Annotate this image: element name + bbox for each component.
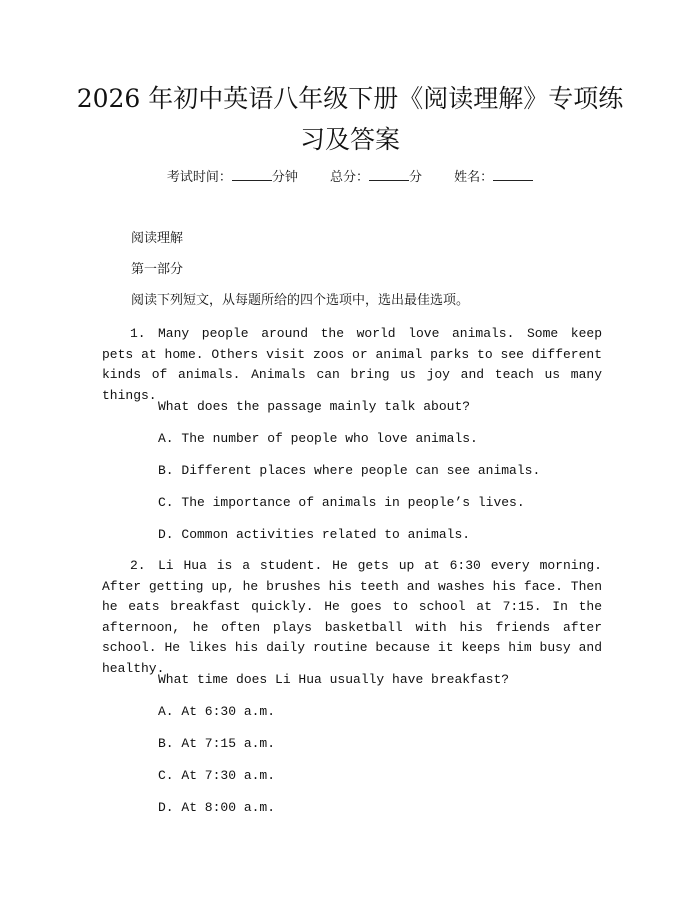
exam-score xyxy=(330,170,426,185)
question-2-number: 2. xyxy=(130,558,146,573)
question-1-option-c: C. The importance of animals in people’s lives. xyxy=(158,495,525,510)
question-1-option-b: B. Different places where people can see animals. xyxy=(158,463,541,478)
instructions: 阅读下列短文，从每题所给的四个选项中，选出最佳选项。 xyxy=(131,293,470,308)
question-2-option-b: B. At 7:15 a.m. xyxy=(158,736,276,751)
part-heading: 第一部分 xyxy=(131,262,184,277)
exam-time-blank xyxy=(232,168,272,181)
exam-name-blank xyxy=(493,168,533,181)
exam-time-unit: 分钟 xyxy=(271,170,298,185)
question-1-prompt: What does the passage mainly talk about? xyxy=(158,399,471,414)
exam-score-label: 总分： xyxy=(329,170,369,185)
exam-time-label: 考试时间： xyxy=(166,170,232,185)
question-2-option-c: C. At 7:30 a.m. xyxy=(158,768,276,783)
exam-name-label: 姓名： xyxy=(454,170,494,185)
document-title: 2026 年初中英语八年级下册《阅读理解》专项练习及答案 xyxy=(76,84,624,154)
question-2-option-a: A. At 6:30 a.m. xyxy=(158,704,276,719)
question-2-prompt: What time does Li Hua usually have breakfast? xyxy=(158,672,510,687)
exam-time xyxy=(167,170,302,185)
question-2-passage xyxy=(102,556,602,679)
exam-name xyxy=(454,170,533,185)
section-heading: 阅读理解 xyxy=(131,231,184,246)
exam-info-line xyxy=(0,168,700,188)
question-1-option-a: A. The number of people who love animals. xyxy=(158,431,478,446)
question-1-passage-text: Many people around the world love animals. Some keep pets at home. Others visit zoos or animal parks to see different kinds of animals. Animals can bring us joy and teach us many things. xyxy=(102,326,602,403)
exam-score-blank xyxy=(369,168,409,181)
exam-score-unit: 分 xyxy=(409,170,423,185)
question-1-option-d: D. Common activities related to animals. xyxy=(158,527,471,542)
question-2-passage-text: Li Hua is a student. He gets up at 6:30 every morning. After getting up, he brushes his teeth and washes his face. Then he eats breakfast quickly. He goes to school at 7:15. In the afternoon, he often plays basketball with his friends after school. He likes his daily routine because it keeps him busy and healthy. xyxy=(102,558,602,676)
question-1-passage xyxy=(102,324,602,406)
question-1-number: 1. xyxy=(130,326,146,341)
question-2-option-d: D. At 8:00 a.m. xyxy=(158,800,276,815)
